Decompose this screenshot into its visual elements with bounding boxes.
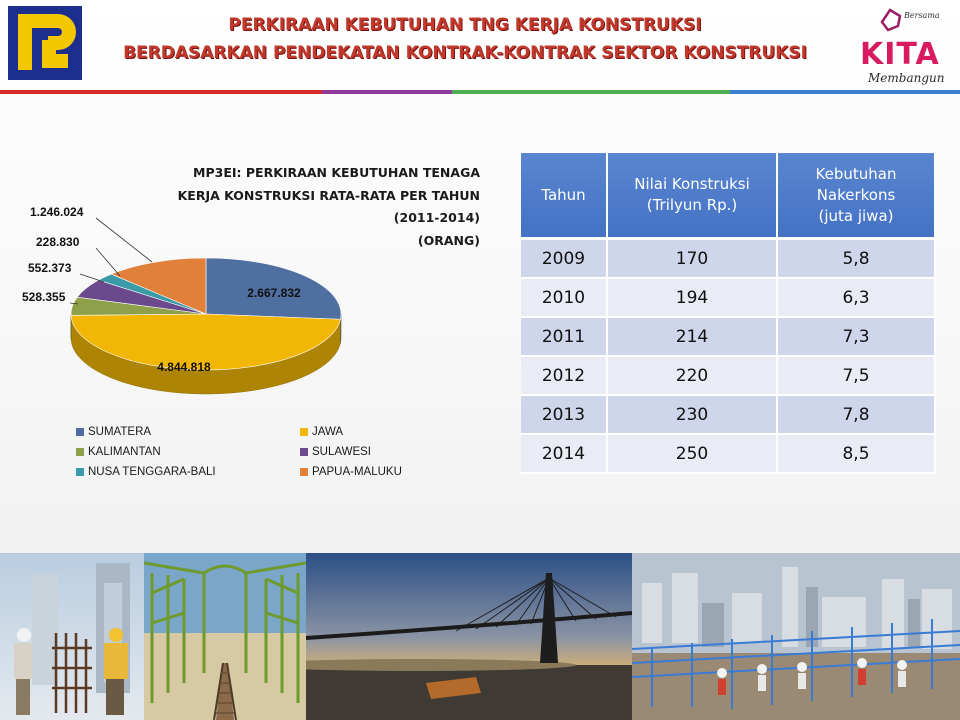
logo-main-text: KITA [860, 37, 940, 72]
slide-title-line2: BERDASARKAN PENDEKATAN KONTRAK-KONTRAK SEKTOR KONSTRUKSI [123, 43, 807, 63]
chart-title-line2: KERJA KONSTRUKSI RATA-RATA PER TAHUN [177, 187, 480, 203]
legend-label: JAWA [312, 426, 344, 438]
data-label-jawa: 4.844.818 [157, 360, 211, 374]
leader-line-sulawesi [80, 274, 104, 282]
table-header-tahun: Tahun [521, 153, 607, 239]
photo-city-construction [632, 553, 960, 720]
legend-label: SULAWESI [312, 446, 372, 458]
table-cell-year: 2012 [521, 356, 607, 395]
table-cell-nilai: 214 [607, 317, 777, 356]
legend-swatch [300, 468, 308, 476]
data-label-sulawesi: 552.373 [28, 261, 72, 275]
data-label-papua-maluku: 1.246.024 [30, 205, 84, 219]
chart-title-line1: MP3EI: PERKIRAAN KEBUTUHAN TENAGA [193, 165, 480, 180]
table-row [521, 395, 935, 434]
legend-swatch [76, 448, 84, 456]
legend-label: KALIMANTAN [88, 446, 161, 458]
table-cell-year: 2011 [521, 317, 607, 356]
table-header-row [521, 153, 935, 239]
legend-item [300, 446, 371, 458]
leader-line-nusa-tenggara-bali [96, 248, 120, 276]
table-row [521, 239, 935, 279]
table-cell-year: 2009 [521, 239, 607, 279]
data-label-nusa-tenggara-bali: 228.830 [36, 235, 80, 249]
table-cell-kebutuhan: 8,5 [777, 434, 935, 473]
photo-railway-bridge [144, 553, 306, 720]
table-cell-kebutuhan: 7,8 [777, 395, 935, 434]
legend-label: SUMATERA [88, 426, 152, 438]
table-cell-nilai: 170 [607, 239, 777, 279]
table-cell-year: 2014 [521, 434, 607, 473]
table-header-kebutuhan: Kebutuhan Nakerkons (juta jiwa) [777, 153, 935, 239]
logo-sub-text: Membangun [868, 71, 945, 85]
logo-small-text: Bersama [904, 11, 940, 20]
table-row [521, 356, 935, 395]
table-cell-kebutuhan: 6,3 [777, 278, 935, 317]
legend-swatch [76, 468, 84, 476]
table-cell-year: 2013 [521, 395, 607, 434]
table-row [521, 434, 935, 473]
legend-swatch [300, 428, 308, 436]
chart-title-line3: (2011-2014) [393, 210, 480, 225]
legend-item [300, 426, 343, 438]
legend-item [76, 466, 216, 478]
legend-item [300, 466, 402, 478]
table-row [521, 317, 935, 356]
table-row [521, 278, 935, 317]
table-cell-kebutuhan: 7,5 [777, 356, 935, 395]
leader-line-papua-maluku [96, 218, 152, 262]
legend-swatch [76, 428, 84, 436]
data-label-kalimantan: 528.355 [22, 290, 66, 304]
legend-item [76, 426, 151, 438]
photo-construction-workers [0, 553, 144, 720]
table-cell-nilai: 194 [607, 278, 777, 317]
slide-title-line1: PERKIRAAN KEBUTUHAN TNG KERJA KONSTRUKSI [228, 15, 702, 35]
data-label-sumatera: 2.667.832 [247, 286, 301, 300]
legend-label: PAPUA-MALUKU [312, 466, 402, 478]
construction-table [521, 153, 936, 474]
photo-cable-stayed-bridge [306, 553, 632, 720]
table-cell-kebutuhan: 5,8 [777, 239, 935, 279]
legend-label: NUSA TENGGARA-BALI [88, 466, 216, 478]
chart-title-line4: (ORANG) [417, 232, 480, 248]
legend-swatch [300, 448, 308, 456]
table-cell-nilai: 250 [607, 434, 777, 473]
legend-item [76, 446, 161, 458]
table-cell-nilai: 220 [607, 356, 777, 395]
table-cell-kebutuhan: 7,3 [777, 317, 935, 356]
table-header-nilai: Nilai Konstruksi (Trilyun Rp.) [607, 153, 777, 239]
table-cell-year: 2010 [521, 278, 607, 317]
table-cell-nilai: 230 [607, 395, 777, 434]
